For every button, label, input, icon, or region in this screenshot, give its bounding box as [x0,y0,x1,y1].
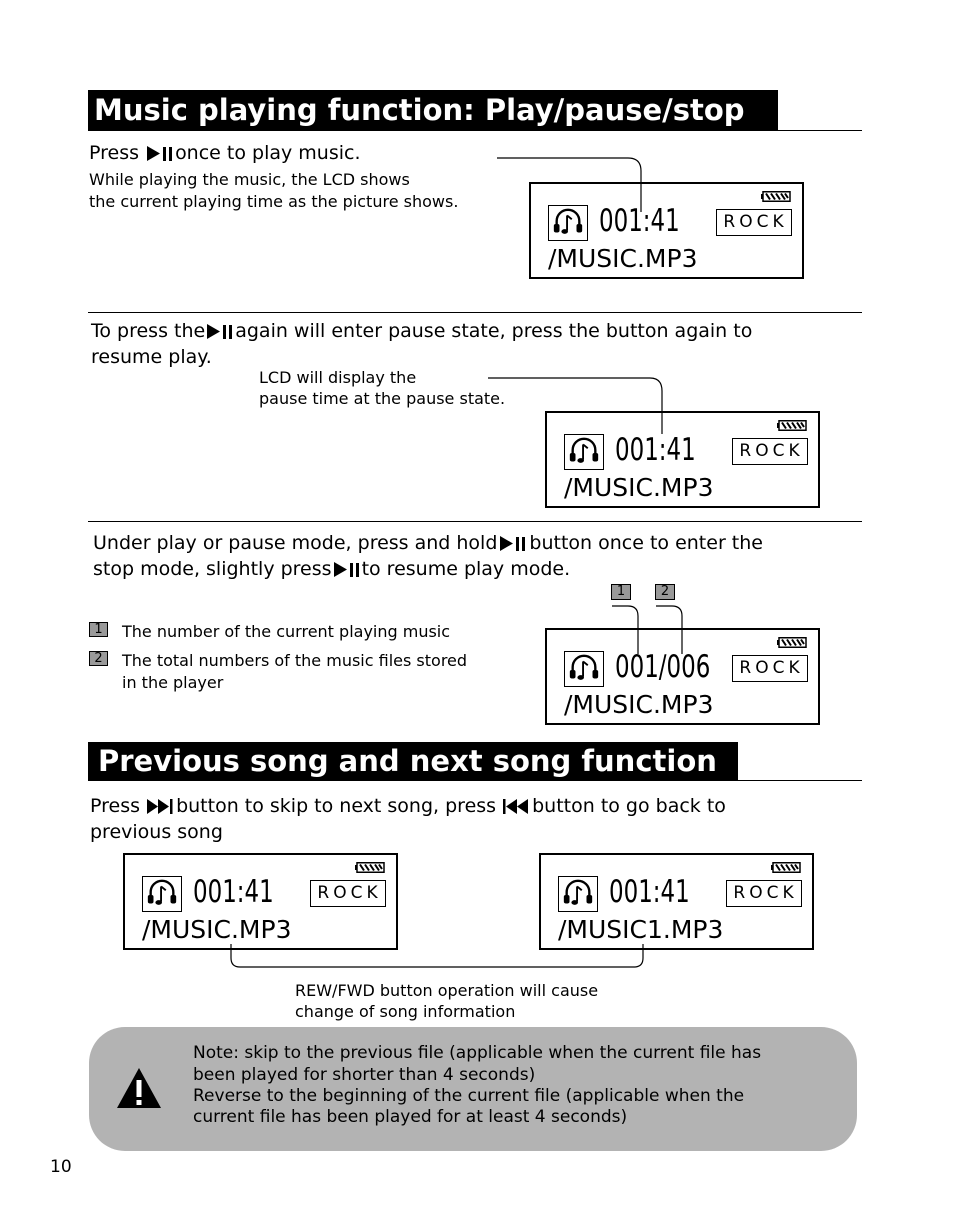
play-pause-icon [497,535,529,552]
play-pause-icon [205,323,235,340]
lcd-filename: /MUSIC.MP3 [142,915,292,944]
lcd-filename: /MUSIC.MP3 [548,244,698,273]
battery-icon [761,191,791,202]
lcd-display-after [539,853,814,950]
lcd-time: 001:41 [615,432,696,468]
lcd-display-stop [545,628,820,725]
skip-prefix: Press [90,795,141,817]
stop-line2-suffix: to resume play mode. [361,558,571,580]
battery-icon [771,862,801,873]
lcd-track-count: 001/006 [615,649,711,685]
stop-line2-prefix: stop mode, slightly press [93,558,332,580]
section-title-skip [88,742,738,781]
legend-text-1: The number of the current playing music [122,622,451,641]
lcd-eq-mode: ROCK [310,880,386,907]
headphone-music-icon [558,876,598,912]
legend-text-2-line1: The total numbers of the music files stored [122,651,468,670]
callout-badge-2: 2 [655,584,675,600]
note-line2: been played for shorter than 4 seconds) [193,1065,536,1085]
note-line3: Reverse to the beginning of the current file (applicable when the [193,1086,745,1106]
pause-suffix: again will enter pause state, press the button again to [235,320,753,342]
legend-text-2-line2: in the player [122,673,224,692]
note-line4: current file has been played for at least 4 seconds) [193,1107,628,1127]
lcd-filename: /MUSIC.MP3 [564,690,714,719]
play-desc-line2: the current playing time as the picture shows. [89,192,459,211]
headphone-music-icon [548,205,588,241]
lcd-filename: /MUSIC1.MP3 [558,915,724,944]
skip-mid: button to skip to next song, press [176,795,497,817]
lcd-time: 001:41 [609,874,690,910]
stop-prefix: Under play or pause mode, press and hold [93,532,498,554]
lcd-time: 001:41 [599,203,680,239]
callout-badge-1: 1 [611,584,631,600]
legend-badge-1: 1 [89,622,108,637]
press-play-instruction [89,144,361,163]
stop-suffix: button once to enter the [529,532,763,554]
skip-instruction-line2: previous song [90,821,223,843]
press-play-suffix: once to play music. [175,142,361,164]
lcd-eq-mode: ROCK [732,438,808,465]
play-pause-icon [332,561,362,578]
stop-instruction-line2 [93,560,570,579]
skip-instruction-line1 [90,797,726,816]
section-title-play-text: Music playing function: Play/pause/stop [94,93,745,127]
divider [778,130,862,131]
pause-desc-line1: LCD will display the [259,368,417,387]
rew-fwd-caption-line1: REW/FWD button operation will cause [295,981,599,1000]
page-number: 10 [50,1157,72,1177]
divider [88,312,862,313]
battery-icon [355,862,385,873]
stop-instruction-line1 [93,534,763,553]
battery-icon [777,420,807,431]
lcd-eq-mode: ROCK [716,209,792,236]
lcd-filename: /MUSIC.MP3 [564,473,714,502]
play-pause-icon [145,145,175,162]
skip-suffix: button to go back to [532,795,726,817]
lcd-eq-mode: ROCK [732,655,808,682]
headphone-music-icon [142,876,182,912]
play-desc-line1: While playing the music, the LCD shows [89,170,410,189]
section-title-play [88,90,778,131]
lcd-display-pause [545,411,820,508]
pause-desc-line2: pause time at the pause state. [259,389,506,408]
press-play-prefix: Press [89,142,140,164]
previous-track-icon [502,798,532,815]
note-line1: Note: skip to the previous file (applicable when the current file has [193,1043,762,1063]
pause-instruction-line1 [91,322,752,341]
headphone-music-icon [564,651,604,687]
legend-badge-2: 2 [89,651,108,666]
battery-icon [777,637,807,648]
next-track-icon [146,798,176,815]
lcd-time: 001:41 [193,874,274,910]
rew-fwd-caption-line2: change of song information [295,1002,516,1021]
headphone-music-icon [564,434,604,470]
pause-instruction-line2: resume play. [91,346,212,368]
section-title-skip-text: Previous song and next song function [98,744,717,778]
pause-prefix: To press the [91,320,206,342]
warning-icon [115,1066,163,1110]
lcd-display-before [123,853,398,950]
divider [738,780,862,781]
divider [88,521,862,522]
lcd-display-play [529,182,804,279]
lcd-eq-mode: ROCK [726,880,802,907]
